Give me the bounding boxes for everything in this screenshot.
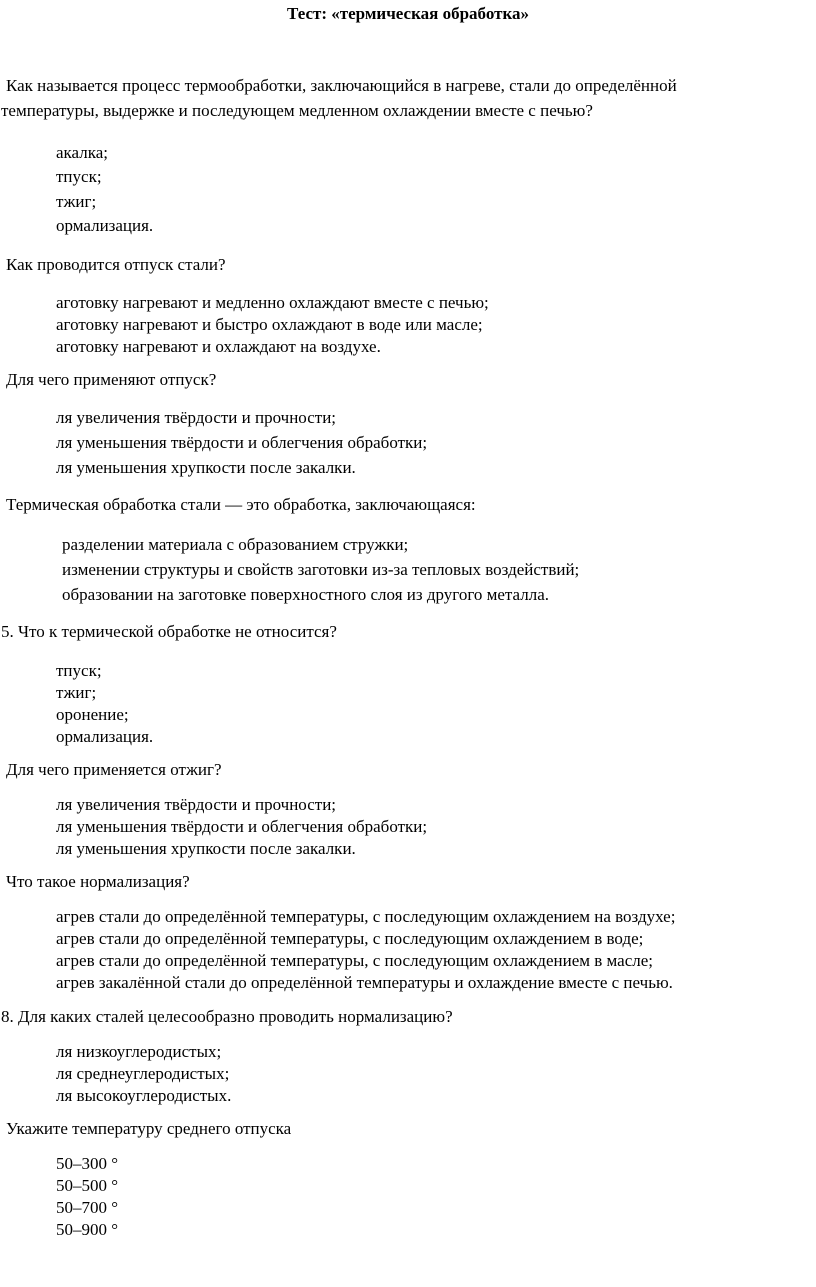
question-3: Для чего применяют отпуск? <box>6 370 217 389</box>
answer-option: агрев стали до определённой температуры, с последующим охлаждением на воздухе; <box>56 907 676 926</box>
answer-option: ля увеличения твёрдости и прочности; <box>56 795 337 814</box>
answer-option: ля высокоуглеродистых. <box>56 1086 232 1105</box>
question-5: 5. Что к термической обработке не относится? <box>1 622 337 641</box>
question-2: Как проводится отпуск стали? <box>6 255 226 274</box>
answer-option: акалка; <box>56 143 108 162</box>
answer-option: тпуск; <box>56 167 102 186</box>
answer-option: оронение; <box>56 705 129 724</box>
answer-option: образовании на заготовке поверхностного слоя из другого металла. <box>62 585 550 604</box>
answer-option: аготовку нагревают и быстро охлаждают в воде или масле; <box>56 315 483 334</box>
question-1-line-2: температуры, выдержке и последующем медленном охлаждении вместе с печью? <box>1 101 593 120</box>
question-7: Что такое нормализация? <box>6 872 190 891</box>
answer-option: разделении материала с образованием стружки; <box>62 535 409 554</box>
answer-option: ля уменьшения твёрдости и облегчения обработки; <box>56 433 428 452</box>
answer-option: изменении структуры и свойств заготовки из-за тепловых воздействий; <box>62 560 580 579</box>
question-6: Для чего применяется отжиг? <box>6 760 222 779</box>
answer-option: 50–300 ° <box>56 1154 119 1173</box>
answer-option: ля увеличения твёрдости и прочности; <box>56 408 337 427</box>
answer-option: 50–500 ° <box>56 1176 119 1195</box>
question-9: Укажите температуру среднего отпуска <box>6 1119 292 1138</box>
answer-option: ля уменьшения хрупкости после закалки. <box>56 839 356 858</box>
answer-option: тжиг; <box>56 192 97 211</box>
question-8: 8. Для каких сталей целесообразно проводить нормализацию? <box>1 1007 453 1026</box>
answer-option: ля уменьшения хрупкости после закалки. <box>56 458 356 477</box>
answer-option: агрев стали до определённой температуры, с последующим охлаждением в воде; <box>56 929 644 948</box>
answer-option: ля среднеуглеродистых; <box>56 1064 230 1083</box>
answer-option: 50–900 ° <box>56 1220 119 1239</box>
answer-option: тжиг; <box>56 683 97 702</box>
answer-option: ля уменьшения твёрдости и облегчения обработки; <box>56 817 428 836</box>
answer-option: 50–700 ° <box>56 1198 119 1217</box>
answer-option: тпуск; <box>56 661 102 680</box>
answer-option: агрев закалённой стали до определённой температуры и охлаждение вместе с печью. <box>56 973 673 992</box>
page-title: Тест: «термическая обработка» <box>287 4 529 23</box>
answer-option: ля низкоуглеродистых; <box>56 1042 222 1061</box>
answer-option: аготовку нагревают и охлаждают на воздухе. <box>56 337 381 356</box>
answer-option: агрев стали до определённой температуры, с последующим охлаждением в масле; <box>56 951 654 970</box>
answer-option: ормализация. <box>56 727 154 746</box>
answer-option: ормализация. <box>56 216 154 235</box>
question-1-line-1: Как называется процесс термообработки, заключающийся в нагреве, стали до определённой <box>6 76 677 95</box>
question-4: Термическая обработка стали — это обработка, заключающаяся: <box>6 495 476 514</box>
answer-option: аготовку нагревают и медленно охлаждают вместе с печью; <box>56 293 489 312</box>
